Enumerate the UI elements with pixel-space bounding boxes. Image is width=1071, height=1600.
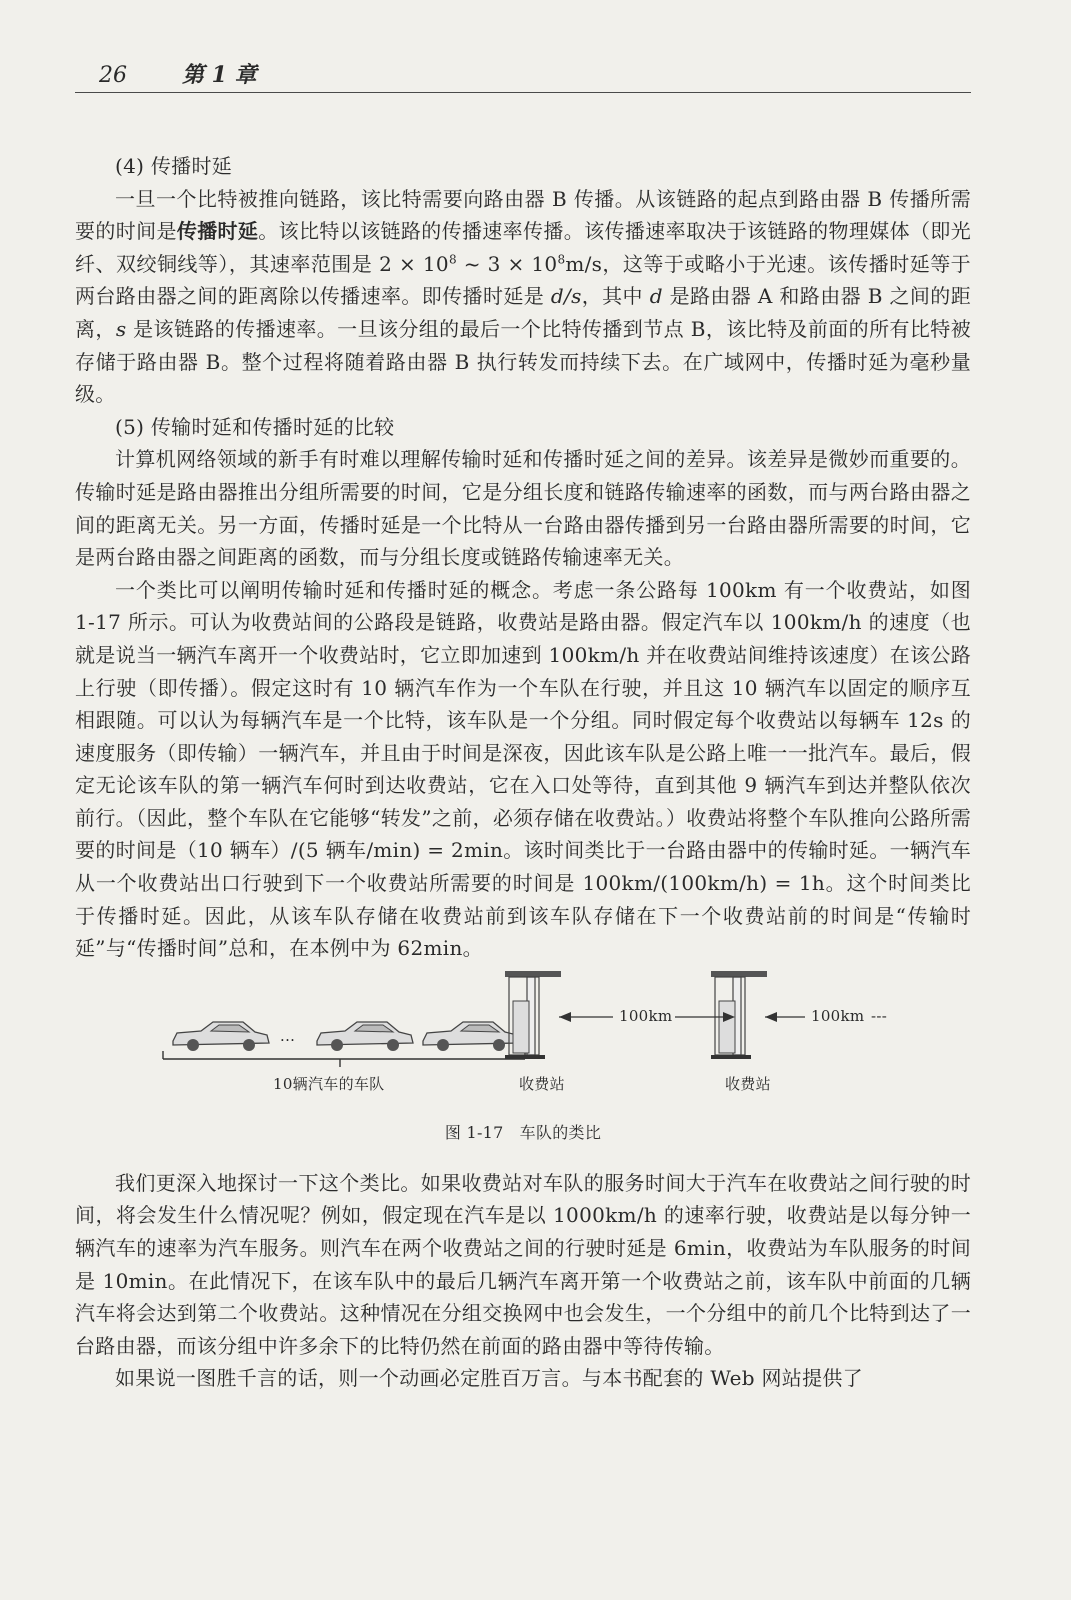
section-heading-comparison: (5) 传输时延和传播时延的比较: [115, 414, 395, 439]
paragraph-propagation-delay: 一旦一个比特被推向链路，该比特需要向路由器 B 传播。从该链路的起点到路由器 B 传播所需要的时间是传播时延。该比特以该链路的传播速率传播。该传播速率取决于该链路的物理媒体（即光纤、双绞铜线等），其速率范围是 $2 \times 10^8$ ~ $3 \times 10^8m/s$，这等于或略小于光速。该传播时延等于两台路由器之间的距离除以传播速率。即传播时延是 d/s，其中 d 是路由器 A 和路由器 B 之间的距离，s 是该链路的传播速率。一旦该分组的最后一个比特传播到节点 B，该比特及前面的所有比特被存储于路由器 B。整个过程将随着路由器 B 执行转发而持续下去。在广域网中，传播时延为毫秒量级。: [75, 186, 972, 407]
paragraph-comparison: 计算机网络领域的新手有时难以理解传输时延和传播时延之间的差异。该差异是微妙而重要的。传输时延是路由器推出分组所需要的时间，它是分组长度和链路传输速率的函数，而与两台路由器之间的距离无关。另一方面，传播时延是一个比特从一台路由器传播到另一台路由器所需要的时间，它是两台路由器之间距离的函数，而与分组长度或链路传输速率无关。: [75, 447, 971, 570]
distance-label: 100km: [619, 1006, 673, 1025]
figure-caption: [75, 1117, 971, 1150]
paragraph-animation: 如果说一图胜千言的话，则一个动画必定胜百万言。与本书配套的 Web 网站提供了: [115, 1366, 863, 1391]
tollbooth-icon: [711, 971, 767, 1059]
figure-number: 图 1-17: [444, 1122, 504, 1142]
page-number: 26: [99, 63, 127, 88]
car-icon: [173, 1022, 269, 1051]
car-icon: [317, 1022, 413, 1051]
tollbooth-label: 收费站: [725, 1074, 771, 1093]
tollbooth-label: 收费站: [519, 1074, 565, 1093]
arrow-left-icon: [559, 1012, 571, 1022]
caravan-dots: ···: [280, 1030, 296, 1049]
figure-title: 车队的类比: [519, 1122, 602, 1142]
car-icon: [423, 1022, 519, 1051]
arrow-left-icon: [765, 1012, 777, 1022]
paragraph-deeper-analogy: 我们更深入地探讨一下这个类比。如果收费站对车队的服务时间大于汽车在收费站之间行驶的时间，将会发生什么情况呢？例如，假定现在汽车是以 1000km/h 的速率行驶，收费站是以每分钟一辆汽车的速率为汽车服务。则汽车在两个收费站之间的行驶时延是 6min，收费站为车队服务的时间是 10min。在此情况下，在该车队中的最后几辆汽车离开第一个收费站之前，该车队中前面的几辆汽车将会达到第二个收费站。这种情况在分组交换网中也会发生，一个分组中的前几个比特到达了一台路由器，而该分组中许多余下的比特仍然在前面的路由器中等待传输。: [75, 1170, 971, 1358]
paragraph-analogy: 一个类比可以阐明传输时延和传播时延的概念。考虑一条公路每 100km 有一个收费站，如图 1-17 所示。可认为收费站间的公路段是链路，收费站是路由器。假定汽车以 100km/h 的速度（也就是说当一辆汽车离开一个收费站时，它立即加速到 100km/h 并在收费站间维持该速度）在该公路上行驶（即传播）。假定这时有 10 辆汽车作为一个车队在行驶，并且这 10 辆汽车以固定的顺序互相跟随。可以认为每辆汽车是一个比特，该车队是一个分组。同时假定每个收费站以每辆车 12s 的速度服务（即传输）一辆汽车，并且由于时间是深夜，因此该车队是公路上唯一一批汽车。最后，假定无论该车队的第一辆汽车何时到达收费站，它在入口处等待，直到其他 9 辆汽车到达并整队依次前行。（因此，整个车队在它能够“转发”之前，必须存储在收费站。）收费站将整个车队推向公路所需要的时间是（10 辆车）/(5 辆车/min) = 2min。该时间类比于一台路由器中的传输时延。一辆汽车从一个收费站出口行驶到下一个收费站所需要的时间是 100km/(100km/h) = 1h。这个时间类比于传播时延。因此，从该车队存储在收费站前到该车队存储在下一个收费站前的时间是“传输时延”与“传播时间”总和，在本例中为 62min。: [75, 577, 971, 961]
trailing-dashes: ---: [871, 1006, 888, 1025]
running-header: [75, 58, 971, 93]
chapter-label: 第 1 章: [182, 62, 257, 88]
distance-label: 100km: [811, 1006, 865, 1025]
term-propagation-delay: 传播时延: [176, 219, 259, 244]
figure-caravan-analogy: [75, 971, 971, 1153]
caravan-label: 10辆汽车的车队: [273, 1074, 385, 1093]
section-heading-propagation-delay: (4) 传播时延: [115, 154, 233, 178]
tollbooth-icon: [505, 971, 561, 1059]
page-body: [75, 150, 971, 1395]
